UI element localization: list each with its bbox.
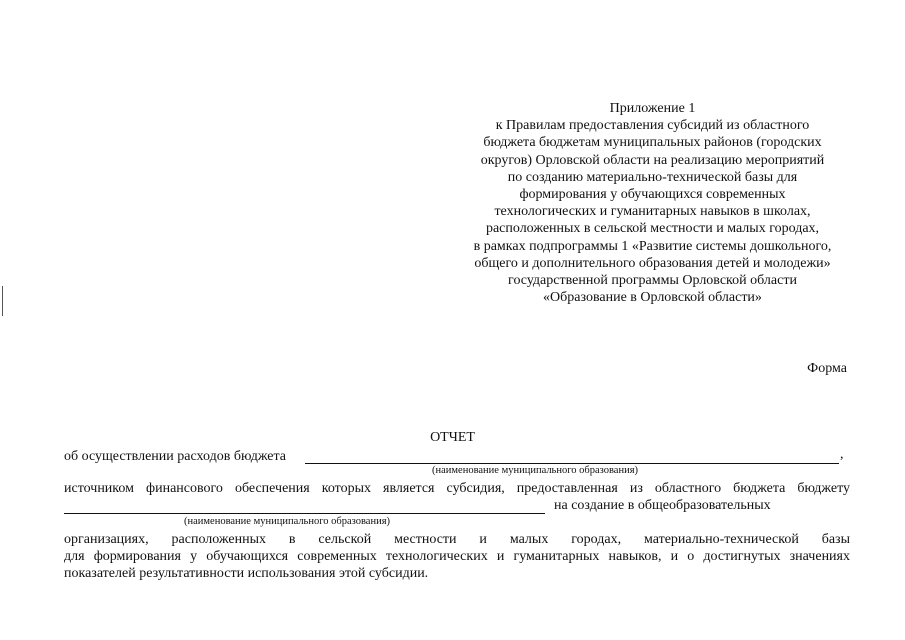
appendix-line: «Образование в Орловской области»: [543, 290, 762, 306]
appendix-line: по созданию материально-технической базы для: [507, 169, 798, 185]
appendix-line: государственной программы Орловской области: [508, 273, 797, 289]
report-title: ОТЧЕТ: [430, 430, 475, 445]
report-line-1-prefix: об осуществлении расходов бюджета: [64, 449, 287, 464]
municipality-name-blank-1[interactable]: [305, 463, 839, 464]
report-line-2: источником финансового обеспечения которых является субсидия, предоставленная из областного бюджета бюджету: [64, 481, 850, 496]
form-label: Форма: [807, 361, 847, 376]
appendix-line: округов) Орловской области на реализацию мероприятий: [480, 152, 825, 168]
appendix-line: к Правилам предоставления субсидий из областного: [495, 118, 810, 134]
municipality-name-blank-2[interactable]: [64, 513, 545, 514]
caption-municipality-2: (наименование муниципального образования): [184, 516, 391, 527]
report-line-4: организациях, расположенных в сельской местности и малых городах, материально-технической базы: [64, 532, 850, 547]
appendix-line: технологических и гуманитарных навыков в школах,: [494, 204, 811, 220]
appendix-line: в рамках подпрограммы 1 «Развитие системы дошкольного,: [473, 238, 832, 254]
margin-mark: [2, 286, 3, 316]
appendix-block: [440, 100, 865, 306]
appendix-line: формирования у обучающихся современных: [519, 187, 786, 203]
appendix-line: Приложение 1: [609, 101, 696, 116]
report-line-6: показателей результативности использования этой субсидии.: [64, 566, 429, 581]
appendix-line: расположенных в сельской местности и малых городах,: [485, 221, 820, 237]
appendix-line: общего и дополнительного образования детей и молодежи»: [474, 255, 831, 271]
report-line-5: для формирования у обучающихся современных технологических и гуманитарных навыков, и о достигнутых значениях: [64, 549, 850, 564]
caption-municipality-1: (наименование муниципального образования): [432, 465, 639, 476]
report-line-3-suffix: на создание в общеобразовательных: [554, 498, 771, 513]
report-line-1-suffix: ,: [840, 447, 844, 462]
appendix-line: бюджета бюджетам муниципальных районов (городских: [483, 135, 822, 151]
